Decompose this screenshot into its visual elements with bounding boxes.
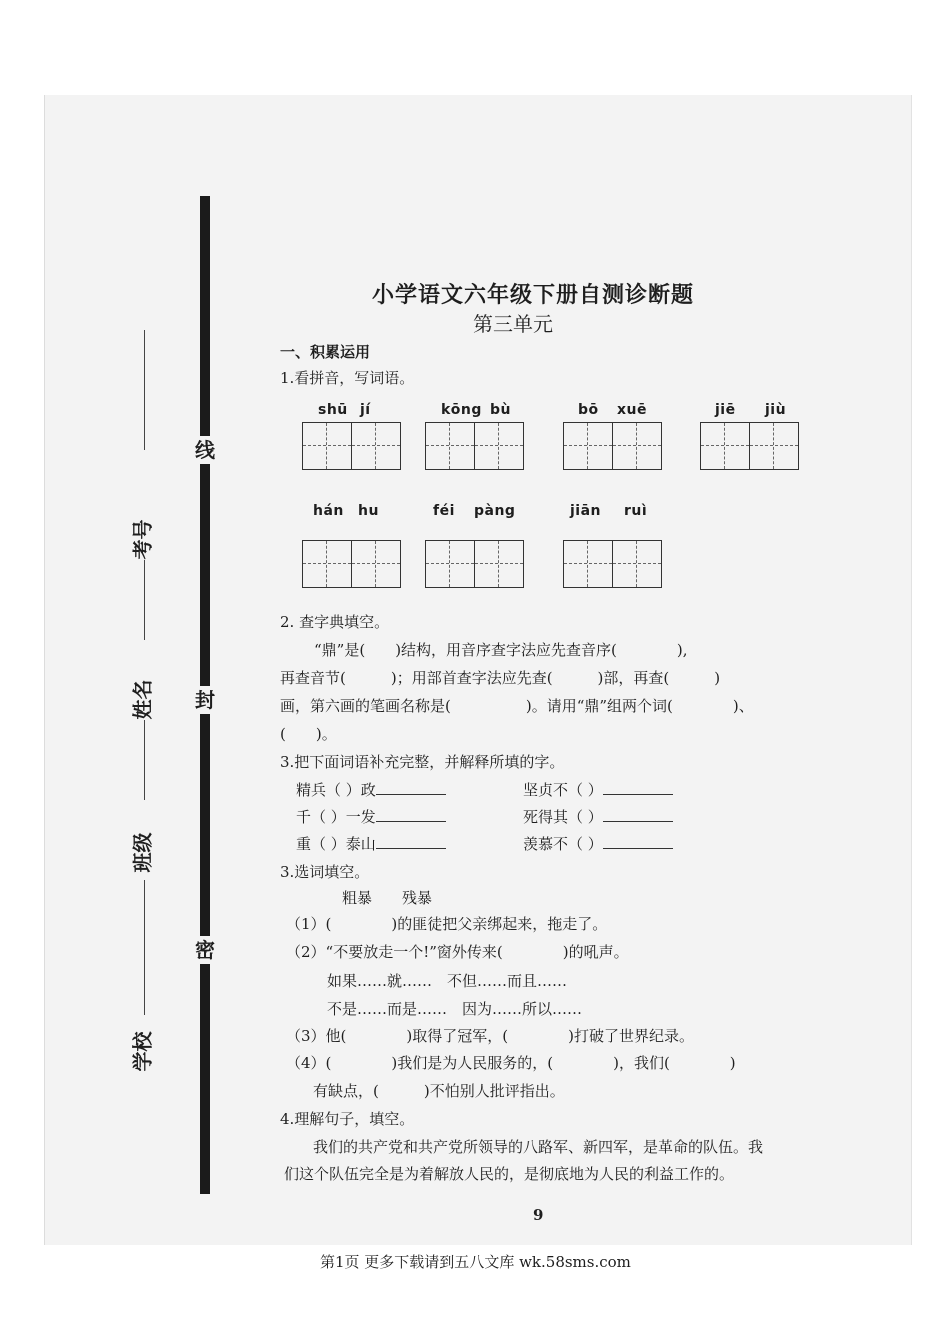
exam-number-label: 考号 <box>130 519 155 560</box>
page-number: 9 <box>533 1206 544 1224</box>
q3-prompt: 3.把下面词语补充完整，并解释所填的字。 <box>280 753 565 771</box>
writing-grid[interactable] <box>302 540 401 588</box>
writing-grid[interactable] <box>700 422 799 470</box>
section-heading: 一、积累运用 <box>280 343 371 361</box>
seal-char-secret: 密 <box>192 936 218 964</box>
pinyin: kōng <box>441 402 482 418</box>
school-label: 学校 <box>130 1031 155 1072</box>
word-choices: 粗暴 残暴 <box>342 889 433 907</box>
pinyin: bō <box>578 402 599 418</box>
pinyin: jí <box>360 402 371 418</box>
q2-line: “鼎”是( )结构，用音序查字法应先查音序( ), <box>314 641 688 659</box>
conjunction-choices: 不是……而是…… 因为……所以…… <box>327 1000 583 1018</box>
page-title: 小学语文六年级下册自测诊断题 <box>372 282 695 308</box>
pinyin: féi <box>433 503 455 519</box>
writing-grid[interactable] <box>425 422 524 470</box>
idiom-item: 羡慕不（ ） <box>523 833 673 854</box>
class-label: 班级 <box>130 832 155 873</box>
q2-line: 画，第六画的笔画名称是( )。请用“鼎”组两个词( )、 <box>280 697 754 715</box>
school-line <box>144 880 145 1015</box>
writing-grid[interactable] <box>563 422 662 470</box>
q2-prompt: 2. 查字典填空。 <box>280 613 390 631</box>
idiom-item: 重（ ）泰山 <box>296 833 446 854</box>
writing-grid[interactable] <box>425 540 524 588</box>
pinyin: bù <box>490 402 511 418</box>
pinyin: jiù <box>765 402 787 418</box>
pinyin: ruì <box>624 503 648 519</box>
seal-char-seal: 封 <box>192 686 218 714</box>
fill-sentence: （2）“不要放走一个!”窗外传来( )的吼声。 <box>286 943 629 961</box>
idiom-item: 千（ ）一发 <box>296 806 446 827</box>
q3b-prompt: 3.选词填空。 <box>280 863 370 881</box>
fill-sentence: 有缺点，( )不怕别人批评指出。 <box>313 1082 565 1100</box>
idiom-item: 死得其（ ） <box>523 806 673 827</box>
q4-passage: 我们的共产党和共产党所领导的八路军、新四军，是革命的队伍。我 <box>313 1138 764 1156</box>
pinyin: jiān <box>570 503 602 519</box>
q4-passage: 们这个队伍完全是为着解放人民的，是彻底地为人民的利益工作的。 <box>284 1165 735 1183</box>
pinyin: shū <box>318 402 348 418</box>
idiom-item: 坚贞不（ ） <box>523 779 673 800</box>
q1-prompt: 1.看拼音，写词语。 <box>280 369 415 387</box>
exam-number-line <box>144 330 145 450</box>
pinyin: hu <box>358 503 379 519</box>
class-line <box>144 720 145 800</box>
idiom-item: 精兵（ ）政 <box>296 779 446 800</box>
fill-sentence: （4）( )我们是为人民服务的，( )，我们( ) <box>286 1054 736 1072</box>
name-line <box>144 560 145 640</box>
q2-line: 再查音节( )；用部首查字法应先查( )部，再查( ) <box>280 669 721 687</box>
q2-line: ( )。 <box>280 725 337 743</box>
download-footer: 第1页 更多下载请到五八文库 wk.58sms.com <box>320 1253 631 1271</box>
q4-prompt: 4.理解句子，填空。 <box>280 1110 415 1128</box>
writing-grid[interactable] <box>302 422 401 470</box>
fill-sentence: （1）( )的匪徒把父亲绑起来，拖走了。 <box>286 915 608 933</box>
pinyin: jiē <box>715 402 736 418</box>
unit-subtitle: 第三单元 <box>473 312 553 336</box>
conjunction-choices: 如果……就…… 不但……而且…… <box>327 972 568 990</box>
pinyin: xuē <box>617 402 647 418</box>
pinyin: pàng <box>474 503 516 519</box>
fill-sentence: （3）他( )取得了冠军，( )打破了世界纪录。 <box>286 1027 694 1045</box>
pinyin: hán <box>313 503 344 519</box>
seal-char-line: 线 <box>192 436 218 464</box>
writing-grid[interactable] <box>563 540 662 588</box>
name-label: 姓名 <box>130 679 155 720</box>
